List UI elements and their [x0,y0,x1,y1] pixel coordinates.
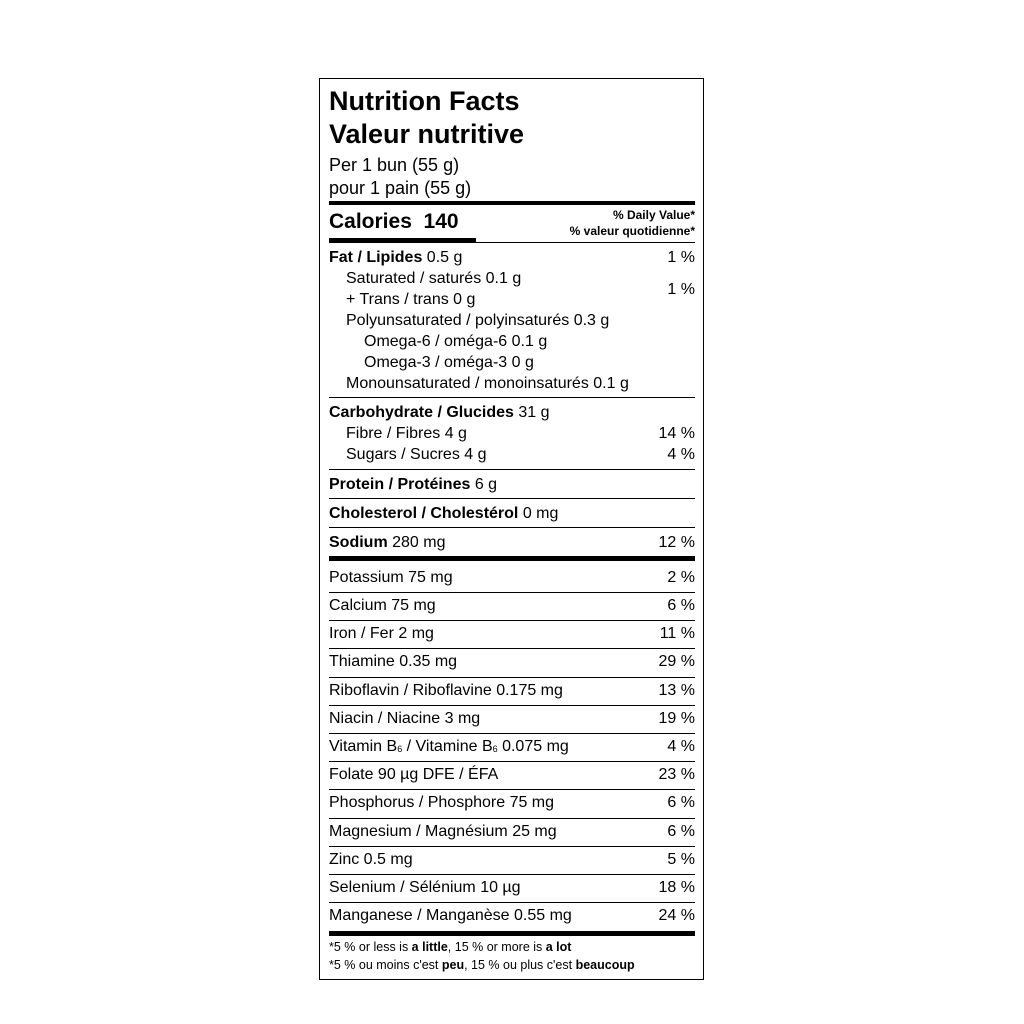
niacin-row [329,709,695,729]
daily-value-header-english: % Daily Value* [612,208,695,222]
title-french: Valeur nutritive [329,119,525,149]
monounsaturated-row [346,374,695,394]
folate-label: Folate 90 µg DFE / ÉFA [329,766,499,783]
footnote-english: *5 % or less is a little, 15 % or more is a lot [329,940,572,954]
iron-label: Iron / Fer 2 mg [329,625,434,642]
thick-divider [329,556,695,561]
protein-label: Protein / Protéines [329,476,471,493]
phosphorus-percent: 6 % [667,794,695,811]
thiamine-percent: 29 % [658,653,695,670]
potassium-row [329,568,695,588]
thiamine-row [329,652,695,672]
polyunsaturated-label: Polyunsaturated / polyinsaturés [346,312,570,329]
title-english: Nutrition Facts [329,86,520,116]
fibre-amount: 4 g [444,425,467,442]
nutrition-table [329,79,695,979]
folate-row [329,765,695,785]
carbohydrate-row [329,403,695,423]
fat-label: Fat / Lipides [329,249,423,266]
monounsaturated-amount: 0.1 g [593,375,629,392]
trans-row [346,290,695,310]
thiamine-label: Thiamine 0.35 mg [329,653,458,670]
protein-row [329,475,695,495]
manganese-label: Manganese / Manganèse 0.55 mg [329,907,572,924]
divider [329,648,695,649]
calories-row [329,210,459,234]
calories-value: 140 [423,210,459,233]
divider [329,846,695,847]
saturated-amount: 0.1 g [485,270,522,287]
fat-row [329,248,695,268]
divider [329,469,695,470]
serving-size-french: pour 1 pain (55 g) [329,178,472,198]
cholesterol-row [329,504,695,524]
magnesium-row [329,822,695,842]
calcium-percent: 6 % [667,597,695,614]
divider [329,818,695,819]
zinc-percent: 5 % [667,851,695,868]
calcium-label: Calcium 75 mg [329,597,436,614]
serving-size-english: Per 1 bun (55 g) [329,155,460,175]
fat-amount: 0.5 g [426,249,463,266]
sugars-percent: 4 % [667,446,695,463]
niacin-percent: 19 % [658,710,695,727]
potassium-label: Potassium 75 mg [329,569,453,586]
divider [329,874,695,875]
divider [329,733,695,734]
sodium-label: Sodium [329,534,388,551]
divider [329,620,695,621]
nutrition-facts-panel [319,78,704,980]
selenium-percent: 18 % [658,879,695,896]
vitamin-b6-percent: 4 % [667,738,695,755]
riboflavin-row [329,681,695,701]
calories-label: Calories [329,210,412,233]
thick-divider [329,201,695,205]
omega3-label: Omega-3 / oméga-3 [364,354,508,371]
magnesium-percent: 6 % [667,823,695,840]
divider [329,677,695,678]
calcium-row [329,596,695,616]
magnesium-label: Magnesium / Magnésium 25 mg [329,823,557,840]
vitamin-b6-row [329,737,695,758]
divider [329,902,695,903]
riboflavin-percent: 13 % [658,682,695,699]
omega6-amount: 0.1 g [511,333,548,350]
protein-amount: 6 g [474,476,498,493]
cholesterol-amount: 0 mg [522,505,559,522]
zinc-row [329,850,695,870]
trans-amount: 0 g [453,291,476,308]
potassium-percent: 2 % [667,569,695,586]
divider [329,498,695,499]
divider [329,592,695,593]
fibre-label: Fibre / Fibres [346,425,441,442]
fat-percent: 1 % [667,249,695,266]
selenium-label: Selenium / Sélénium 10 µg [329,879,521,896]
sugars-amount: 4 g [464,446,487,463]
folate-percent: 23 % [658,766,695,783]
divider [329,705,695,706]
iron-row [329,624,695,644]
cholesterol-label: Cholesterol / Cholestérol [329,505,519,522]
divider [329,242,695,243]
omega6-label: Omega-6 / oméga-6 [364,333,508,350]
divider [329,761,695,762]
polyunsaturated-amount: 0.3 g [573,312,610,329]
manganese-percent: 24 % [658,907,695,924]
sugars-row [346,445,695,465]
fibre-percent: 14 % [658,425,695,442]
sodium-amount: 280 mg [392,534,446,551]
saturated-trans-percent: 1 % [667,281,695,298]
sugars-label: Sugars / Sucres [346,446,460,463]
footnote-french: *5 % ou moins c'est peu, 15 % ou plus c'est beaucoup [329,958,635,972]
daily-value-header-french: % valeur quotidienne* [569,224,695,238]
saturated-row [346,269,695,289]
carbohydrate-amount: 31 g [518,404,550,421]
divider [329,527,695,528]
selenium-row [329,878,695,898]
thick-divider [329,931,695,936]
phosphorus-label: Phosphorus / Phosphore 75 mg [329,794,555,811]
niacin-label: Niacin / Niacine 3 mg [329,710,481,727]
sodium-row [329,533,695,553]
polyunsaturated-row [346,311,695,331]
carbohydrate-label: Carbohydrate / Glucides [329,404,514,421]
saturated-label: Saturated / saturés [346,270,482,287]
phosphorus-row [329,793,695,813]
omega3-amount: 0 g [511,354,534,371]
fibre-row [346,424,695,444]
zinc-label: Zinc 0.5 mg [329,851,413,868]
vitamin-b6-label: Vitamin $B_6$ / Vitamine $B_6$ 0.075 mg [329,738,569,755]
divider [329,789,695,790]
divider [329,397,695,398]
omega3-row [364,353,695,373]
manganese-row [329,906,695,926]
sodium-percent: 12 % [658,534,695,551]
iron-percent: 11 % [659,625,695,642]
trans-label: + Trans / trans [346,291,449,308]
omega6-row [364,332,695,352]
monounsaturated-label: Monounsaturated / monoinsaturés [346,375,589,392]
riboflavin-label: Riboflavin / Riboflavine 0.175 mg [329,682,563,699]
